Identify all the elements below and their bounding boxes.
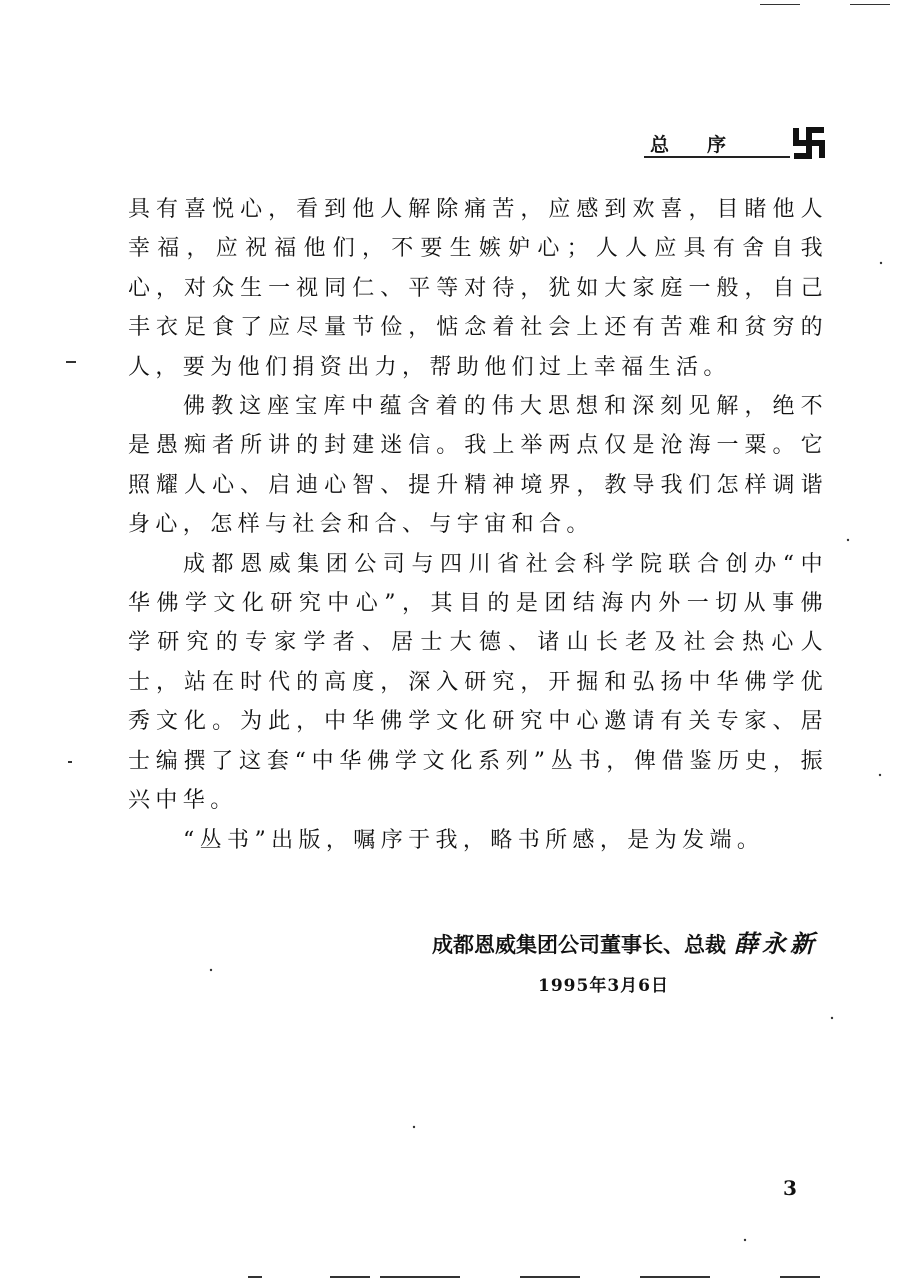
paragraph-2: 佛教这座宝库中蕴含着的伟大思想和深刻见解，绝不是愚痴者所讲的封建迷信。我上举两点仅是沧海一粟。它照耀人心、启迪心智、提升精神境界，教导我们怎样调谐身心，怎样与社会和合、与宇宙和合。 [128, 394, 828, 538]
paragraph-4: “丛书”出版，嘱序于我，略书所感，是为发端。 [183, 827, 765, 853]
date-line: 1995年3月6日 [538, 976, 669, 996]
paragraph-3: 成都恩威集团公司与四川省社会科学院联合创办“中华佛学文化研究中心”，其目的是团结海内外一切从事佛学研究的专家学者、居士大德、诸山长老及社会热心人士，站在时代的高度，深入研究，开掘和弘扬中华佛学优秀文化。为此，中华佛学文化研究中心邀请有关专家、居士编撰了这套“中华佛学文化系列”丛书，俾借鉴历史，振兴中华。 [128, 551, 828, 814]
page-number: 3 [783, 1176, 797, 1200]
signature-title: 成都恩威集团公司董事长、总裁 [432, 933, 726, 957]
header-title: 总序 [650, 134, 765, 156]
signature-name: 薛永新 [734, 929, 818, 958]
paragraph-1: 具有喜悦心，看到他人解除痛苦，应感到欢喜，目睹他人幸福，应祝福他们，不要生嫉妒心；人人应具有舍自我心，对众生一视同仁、平等对待，犹如大家庭一般，自己丰衣足食了应尽量节俭，惦念着社会上还有苦难和贫穷的人，要为他们捐资出力，帮助他们过上幸福生活。 [128, 197, 828, 380]
